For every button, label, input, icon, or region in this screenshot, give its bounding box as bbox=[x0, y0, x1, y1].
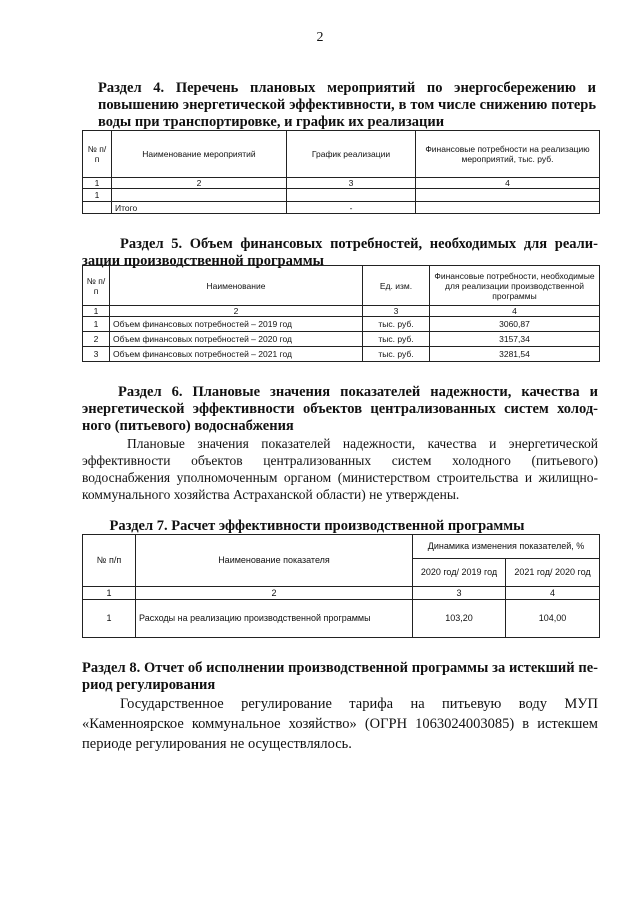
section5-title-line2: зации производственной программы bbox=[82, 253, 324, 269]
table-cell: Расходы на реализацию производственной программы bbox=[136, 600, 413, 638]
table-cell: Объем финансовых потребностей – 2019 год bbox=[110, 317, 363, 332]
table-number-row bbox=[83, 178, 600, 189]
table-header-row bbox=[83, 266, 600, 306]
table-cell: 1 bbox=[83, 189, 112, 202]
number-cell: 4 bbox=[416, 178, 600, 189]
section6-title-line1: Раздел 6. Плановые значения показателей надежности, качества и bbox=[118, 384, 598, 400]
number-cell: 1 bbox=[83, 587, 136, 600]
table-row bbox=[83, 189, 600, 202]
number-cell: 1 bbox=[83, 178, 112, 189]
table-row bbox=[83, 600, 600, 638]
section6-title-line2: энергетической эффективности объектов централизованных систем холод- bbox=[82, 401, 598, 417]
number-cell: 2 bbox=[112, 178, 287, 189]
table-row bbox=[83, 317, 600, 332]
total-label: Итого bbox=[112, 202, 287, 214]
table-row bbox=[83, 347, 600, 362]
table-header-row bbox=[83, 535, 600, 559]
section8-title-line1: Раздел 8. Отчет об исполнении производственной программы за истекший пе- bbox=[82, 660, 598, 676]
number-cell: 2 bbox=[136, 587, 413, 600]
header-cell: График реализации bbox=[287, 131, 416, 178]
table-cell bbox=[416, 189, 600, 202]
header-cell: Наименование мероприятий bbox=[112, 131, 287, 178]
table-cell: 3 bbox=[83, 347, 110, 362]
number-cell: 2 bbox=[110, 306, 363, 317]
table-cell bbox=[83, 202, 112, 214]
table-cell bbox=[287, 189, 416, 202]
section5-table bbox=[82, 265, 600, 362]
table-cell: тыс. руб. bbox=[363, 332, 430, 347]
section4-table bbox=[82, 130, 600, 214]
table-row bbox=[83, 332, 600, 347]
table-total-row bbox=[83, 202, 600, 214]
section4-title-line1: Раздел 4. Перечень плановых мероприятий по энергосбережению и bbox=[98, 80, 596, 96]
section6-body: Плановые значения показателей надежности, качества и энергетической эффективности объектов централизованных систем холодного (питьевого) водоснабжения уполномоченным органом (министерством строительства и жилищно- коммунального хозяйства Астраханской области) не утверждены. bbox=[82, 436, 598, 502]
table-cell: 1 bbox=[83, 600, 136, 638]
section5-title-line1: Раздел 5. Объем финансовых потребностей, необходимых для реали- bbox=[120, 236, 598, 252]
header-cell: № п/п bbox=[83, 535, 136, 587]
number-cell: 3 bbox=[287, 178, 416, 189]
total-value bbox=[416, 202, 600, 214]
table-cell: 104,00 bbox=[506, 600, 600, 638]
header-cell: 2020 год/ 2019 год bbox=[413, 559, 506, 587]
number-cell: 3 bbox=[363, 306, 430, 317]
table-cell: 103,20 bbox=[413, 600, 506, 638]
table-cell: 1 bbox=[83, 317, 110, 332]
table-cell: тыс. руб. bbox=[363, 347, 430, 362]
number-cell: 1 bbox=[83, 306, 110, 317]
table-cell: 3060,87 bbox=[430, 317, 600, 332]
header-cell: Финансовые потребности на реализацию мероприятий, тыс. руб. bbox=[416, 131, 600, 178]
number-cell: 4 bbox=[430, 306, 600, 317]
section4-title-line3: воды при транспортировке, и график их реализации bbox=[98, 114, 445, 130]
table-cell: тыс. руб. bbox=[363, 317, 430, 332]
table-cell bbox=[112, 189, 287, 202]
number-cell: 3 bbox=[413, 587, 506, 600]
table-cell: 2 bbox=[83, 332, 110, 347]
table-number-row bbox=[83, 306, 600, 317]
header-cell: Финансовые потребности, необходимые для реализации производственной программы bbox=[430, 266, 600, 306]
header-cell: Ед. изм. bbox=[363, 266, 430, 306]
table-header-row bbox=[83, 131, 600, 178]
table-cell: 3157,34 bbox=[430, 332, 600, 347]
section6-title-line3: ного (питьевого) водоснабжения bbox=[82, 418, 294, 434]
header-cell: Динамика изменения показателей, % bbox=[413, 535, 600, 559]
section4-title-line2: повышению энергетической эффективности, в том числе снижению потерь bbox=[98, 97, 596, 113]
section8-title-line2: риод регулирования bbox=[82, 677, 216, 693]
table-cell: 3281,54 bbox=[430, 347, 600, 362]
total-schedule: - bbox=[287, 202, 416, 214]
header-cell: Наименование показателя bbox=[136, 535, 413, 587]
table-cell: Объем финансовых потребностей – 2020 год bbox=[110, 332, 363, 347]
page-number: 2 bbox=[316, 30, 324, 45]
table-cell: Объем финансовых потребностей – 2021 год bbox=[110, 347, 363, 362]
number-cell: 4 bbox=[506, 587, 600, 600]
section8-body: Государственное регулирование тарифа на питьевую воду МУП «Каменноярское коммунальное хозяйство» (ОГРН 1063024003085) в истекшем периоде регулирования не осуществлялось. bbox=[82, 696, 598, 752]
table-number-row bbox=[83, 587, 600, 600]
section7-table bbox=[82, 534, 600, 638]
header-cell: № п/п bbox=[83, 131, 112, 178]
header-cell: Наименование bbox=[110, 266, 363, 306]
header-cell: № п/п bbox=[83, 266, 110, 306]
header-cell: 2021 год/ 2020 год bbox=[506, 559, 600, 587]
section7-title: Раздел 7. Расчет эффективности производственной программы bbox=[109, 518, 525, 534]
